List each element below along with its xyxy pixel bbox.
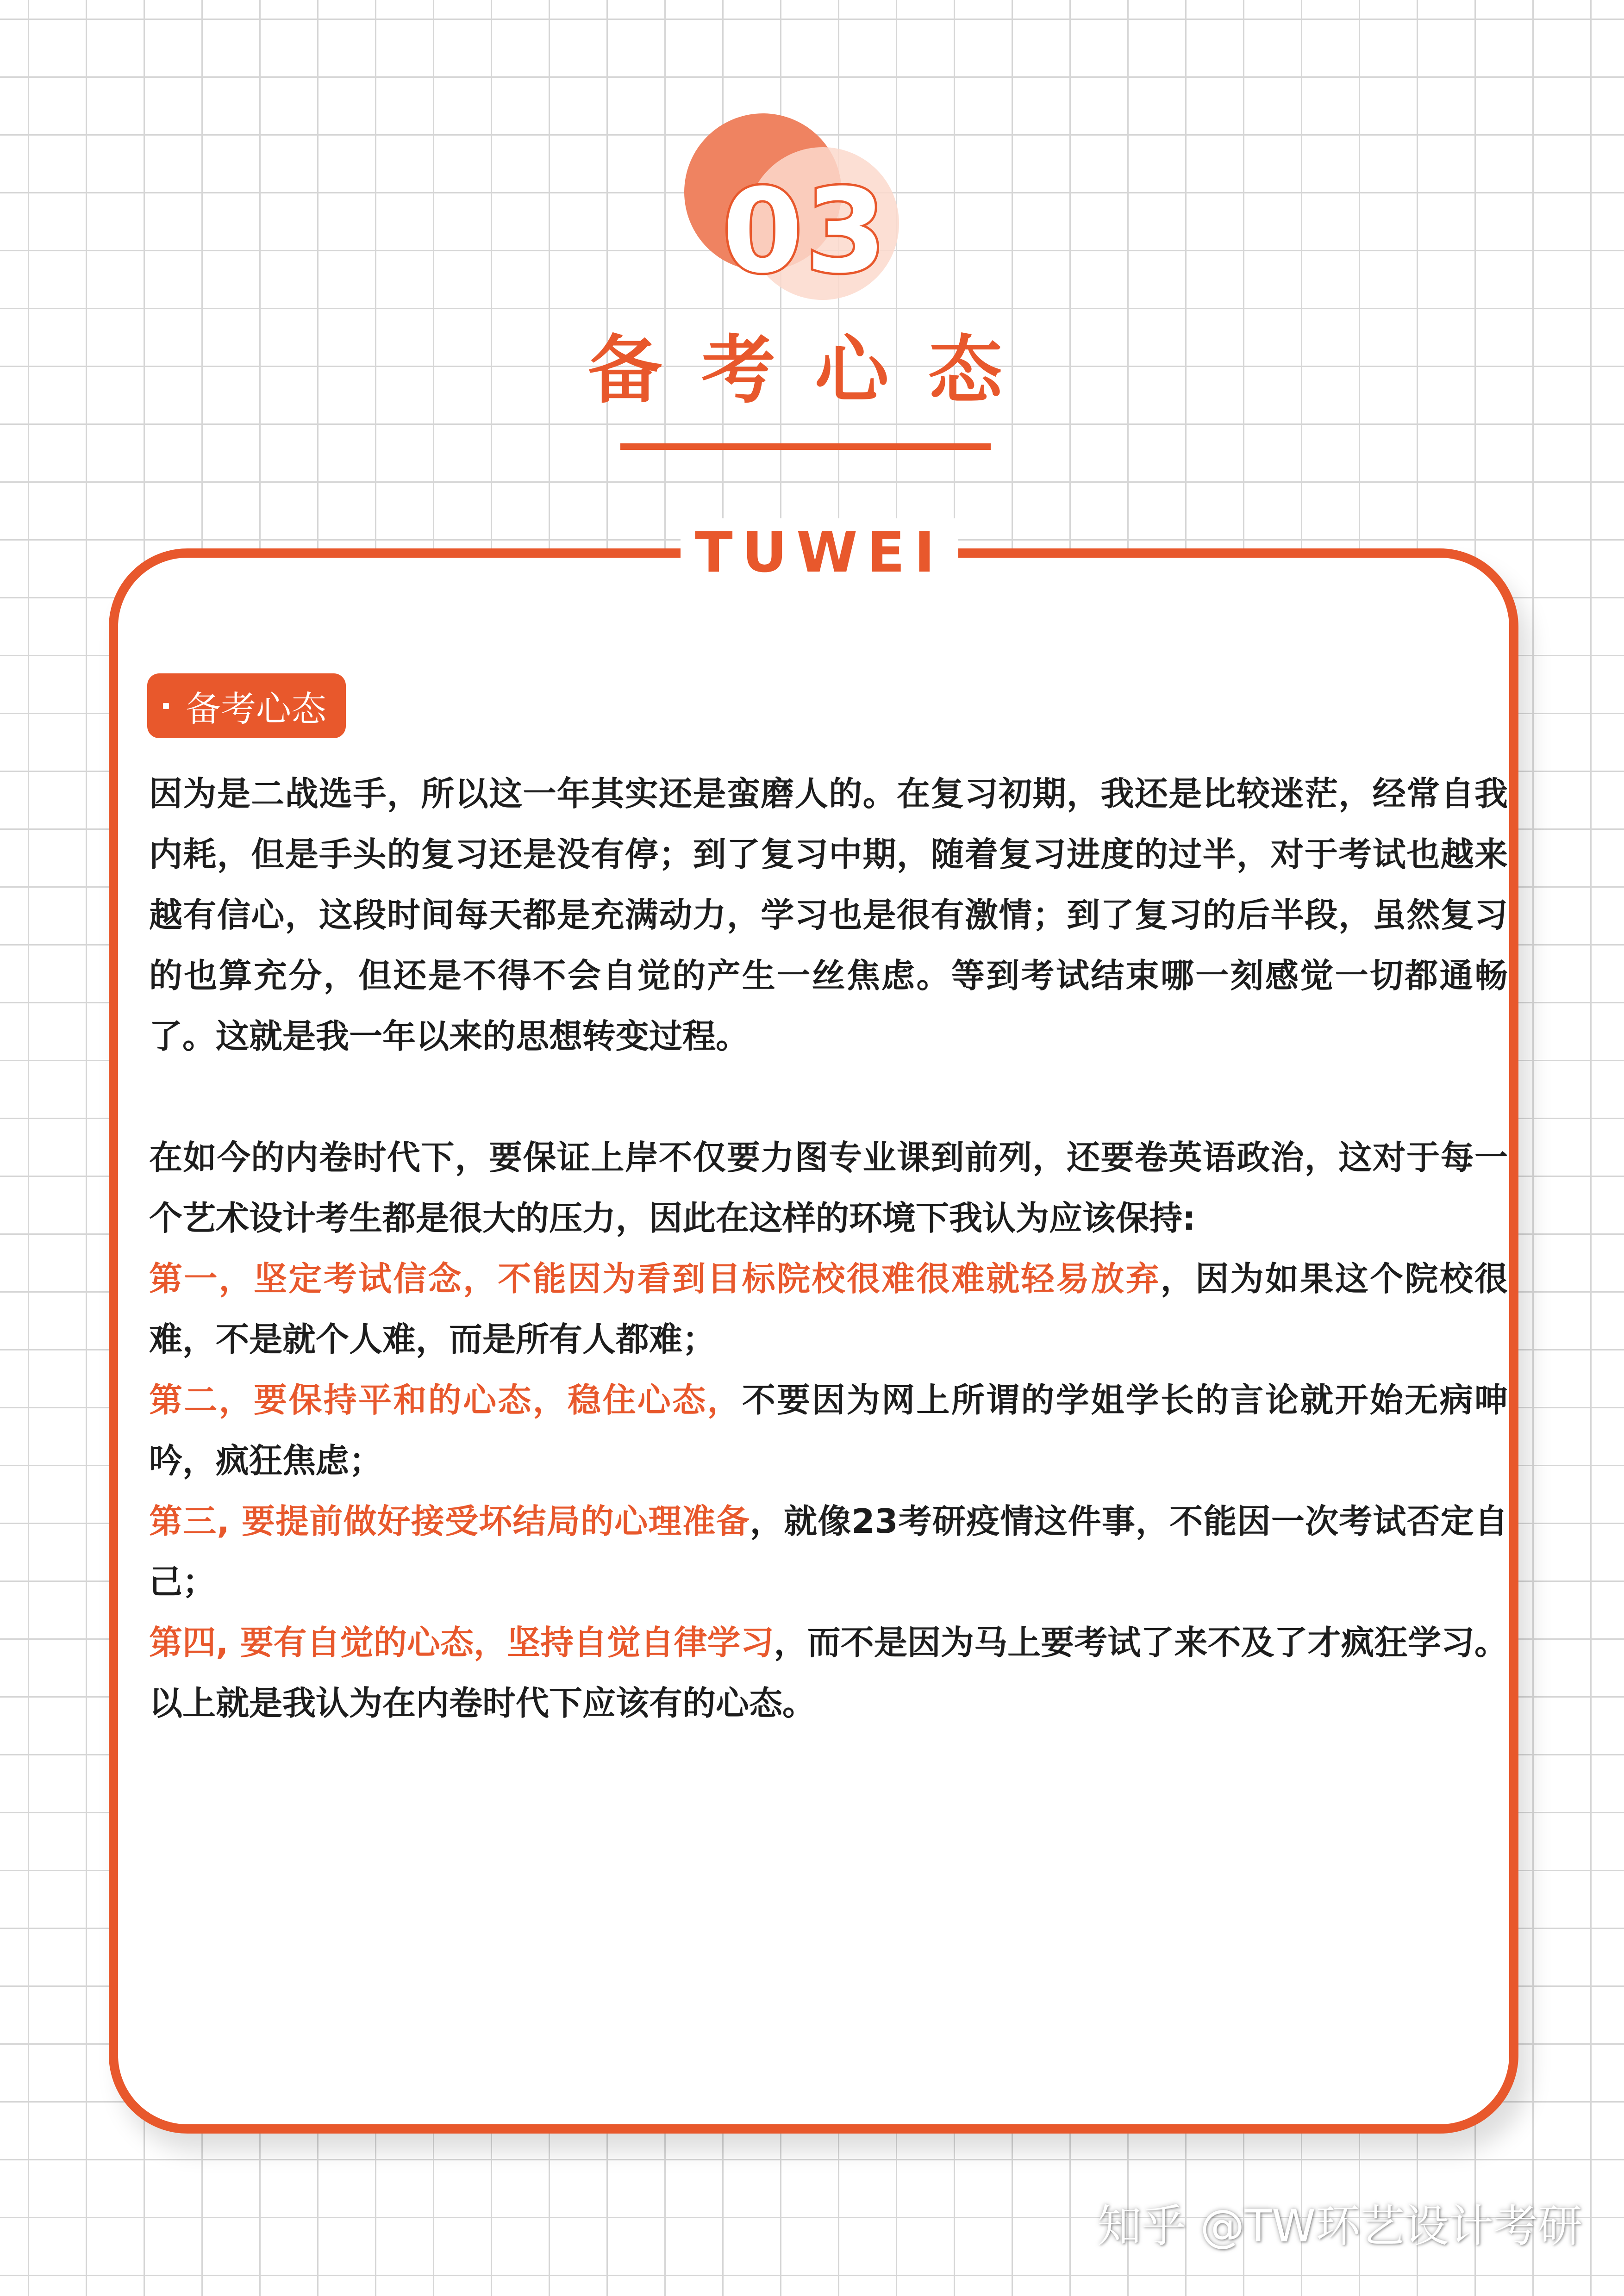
paragraph-reflection: 因为是二战选手，所以这一年其实还是蛮磨人的。在复习初期，我还是比较迷茫，经常自我内耗，但是手头的复习还是没有停；到了复习中期，随着复习进度的过半，对于考试也越来越有信心，这段时间每天都是充满动力，学习也是很有激情；到了复习的后半段，虽然复习的也算充分，但还是不得不会自觉的产生一丝焦虑。等到考试结束哪一刻感觉一切都通畅了。这就是我一年以来的思想转变过程。 (149, 774, 1508, 1056)
page-title: 备考心态 (587, 327, 1042, 413)
section-tag-label: 备考心态 (186, 688, 326, 729)
title-underline (620, 443, 991, 450)
point-item (149, 1249, 1508, 1370)
section-number: 03 (722, 164, 889, 299)
point-item (149, 1491, 1508, 1612)
point-text: ，而不是因为马上要考试了来不及了才疯狂学习。以上就是我认为在内卷时代下应该有的心态。 (149, 1623, 1508, 1723)
section-tag (147, 673, 346, 738)
point-item (149, 1370, 1508, 1491)
point-highlight: 第二，要保持平和的心态，稳住心态， (149, 1381, 742, 1419)
point-highlight: 第四, 要有自觉的心态，坚持自觉自律学习 (149, 1623, 774, 1662)
point-item (149, 1612, 1508, 1734)
bullet-dot-icon (163, 703, 169, 709)
brand-label: TUWEI (681, 518, 958, 588)
article-body (149, 764, 1508, 1734)
watermark: 知乎 @TW环艺设计考研 (1097, 2200, 1582, 2252)
point-text: ，就像23考研疫情这件事，不能因一次考试否定自己； (149, 1502, 1508, 1601)
point-text: ，因为如果这个院校很难，不是就个人难，而是所有人都难； (149, 1259, 1508, 1359)
point-text: 不要因为网上所谓的学姐学长的言论就开始无病呻吟，疯狂焦虑； (149, 1381, 1508, 1480)
paragraph-intro: 在如今的内卷时代下，要保证上岸不仅要力图专业课到前列，还要卷英语政治，这对于每一个艺术设计考生都是很大的压力，因此在这样的环境下我认为应该保持: (149, 1138, 1508, 1238)
point-highlight: 第一，坚定考试信念，不能因为看到目标院校很难很难就轻易放弃 (149, 1259, 1161, 1298)
point-highlight: 第三, 要提前做好接受坏结局的心理准备 (149, 1502, 750, 1541)
